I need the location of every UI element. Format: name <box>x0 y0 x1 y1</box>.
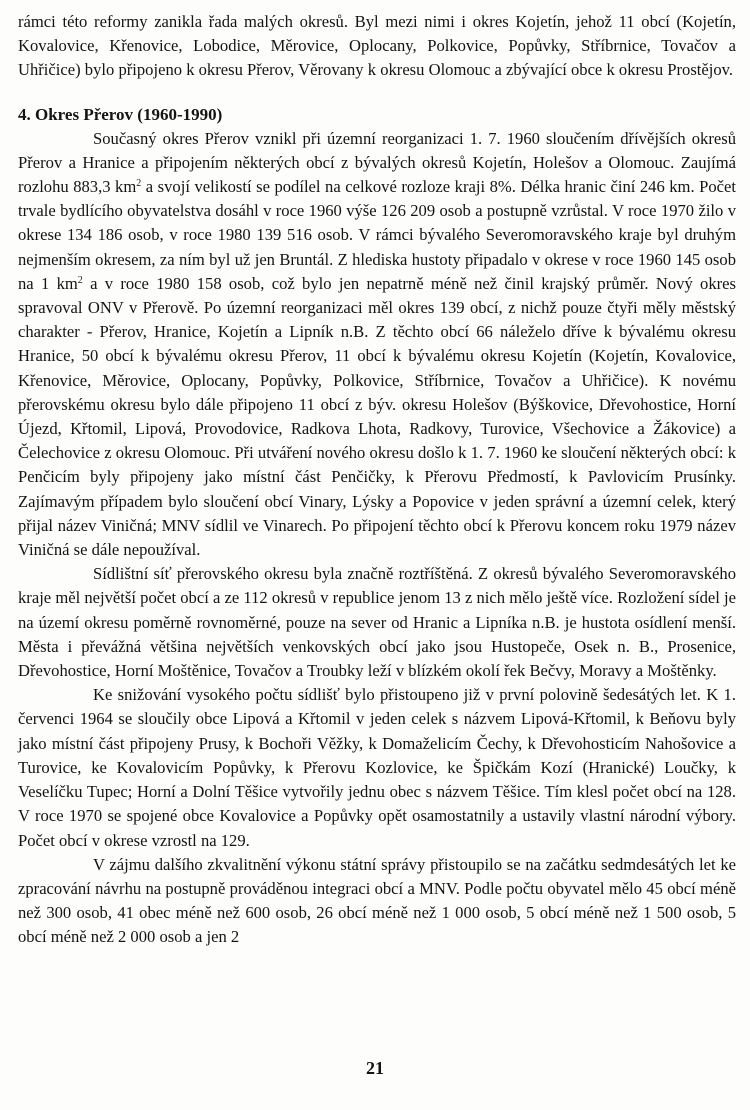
superscript-square-1: 2 <box>136 178 142 190</box>
page-number: 21 <box>366 1058 384 1078</box>
paragraph-3: Ke snižování vysokého počtu sídlišť bylo přistoupeno již v první polovině šedesátých let. K 1. červenci 1964 se sloučily obce Lipová a Křtomil v jeden celek s názvem Lipová-Křtomil, k Beňovu byly jako místní část připojeny Prusy, k Bochoři Věžky, k Domaželicím Čechy, k Dřevohosticím Nahošovice a Turovice, ke Kovalovicím Popůvky, k Přerovu Kozlovice, ke Špičkám Kozí (Hranické) Loučky, k Veselíčku Tupec; Horní a Dolní Těšice vytvořily jednu obec s názvem Těšice. Tím klesl počet obcí na 128. V roce 1970 se spojené obce Kovalovice a Popůvky opět osamostatnily a ustavily vlastní národní výbory. Počet obcí v okrese vzrostl na 129. <box>18 685 736 850</box>
paragraph-1 <box>18 127 736 563</box>
paragraph-1-part-a: Současný okres Přerov vznikl při územní reorganizaci 1. 7. 1960 sloučením dřívějších okresů Přerov a Hranice a připojením některých obcí z bývalých okresů Kojetín, Holešov a Olomouc. Zaujímá rozlohu 883,3 km <box>18 128 736 197</box>
paragraph-2: Sídlištní síť přerovského okresu byla značně roztříštěná. Z okresů bývalého Severomoravského kraje měl největší počet obcí a ze 112 okresů v republice jenom 13 z nich mělo ještě více. Rozložení sídel je na území okresu poměrně rovnoměrné, pouze na sever od Hranic a Lipníka n.B. je hustota osídlení menší. Města i převážná většina největších venkovských obcí jako jsou Hustopeče, Osek n. B., Prosenice, Dřevohostice, Horní Moštěnice, Tovačov a Troubky leží v blízkém okolí řek Bečvy, Moravy a Moštěnky. <box>18 564 736 681</box>
section-heading: 4. Okres Přerov (1960-1990) <box>18 104 223 124</box>
paragraph-1-part-b: a svojí velikostí se podílel na celkové rozloze kraji 8%. Délka hranic činí 246 km. Počet trvale bydlícího obyvatelstva dosáhl v roce 1960 výše 126 209 osob a postupně vzrůstal. V roce 1970 žilo v okrese 134 186 osob, v roce 1980 139 516 osob. V rámci bývalého Severomoravského kraje byl druhým nejmenším okresem, za ním byl už jen Bruntál. Z hlediska hustoty připadalo v okrese v roce 1960 145 osob na 1 km <box>18 177 736 293</box>
superscript-square-2: 2 <box>77 274 83 286</box>
paragraph-1-part-c: a v roce 1980 158 osob, což bylo jen nepatrně méně než činil krajský průměr. Nový okres spravoval ONV v Přerově. Po územní reorganizaci měl okres 139 obcí, z nichž pouze čtyři měly městský charakter - Přerov, Hranice, Kojetín a Lipník n.B. Z těchto obcí 66 náleželo dříve k bývalému okresu Hranice, 50 obcí k bývalému okresu Přerov, 11 obcí k bývalému okresu Kojetín (Kojetín, Kovalovice, Křenovice, Měrovice, Oplocany, Popůvky, Polkovice, Stříbrnice, Tovačov a Uhřičice). K novému přerovskému okresu bylo dále připojeno 11 obcí z býv. okresu Holešov (Býškovice, Dřevohostice, Horní Újezd, Křtomil, Lipová, Provodovice, Radkova Lhota, Radkovy, Turovice, Všechovice a Žákovice) a Čelechovice z okresu Olomouc. Při utváření nového okresu došlo k 1. 7. 1960 ke sloučení některých obcí: k Penčicím byly připojeny jako místní část Penčičky, k Přerovu Předmostí, k Pavlovicím Prusínky. Zajímavým případem bylo sloučení obcí Vinary, Lýsky a Popovice v jeden správní a územní celek, který přijal název Viničná; MNV sídlil ve Vinarech. Po připojení těchto obcí k Přerovu koncem roku 1979 název Viničná se dále nepoužíval. <box>18 273 736 560</box>
intro-paragraph: rámci této reformy zanikla řada malých okresů. Byl mezi nimi i okres Kojetín, jehož 11 obcí (Kojetín, Kovalovice, Křenovice, Lobodice, Měrovice, Oplocany, Polkovice, Popůvky, Stříbrnice, Tovačov a Uhřičice) bylo připojeno k okresu Přerov, Věrovany k okresu Olomouc a zbývající obce k okresu Prostějov. <box>18 12 736 80</box>
paragraph-4: V zájmu dalšího zkvalitnění výkonu státní správy přistoupilo se na začátku sedmdesátých let ke zpracování návrhu na postupně prováděnou integraci obcí a MNV. Podle počtu obyvatel mělo 45 obcí méně než 300 osob, 41 obec méně než 600 osob, 26 obcí méně než 1 000 osob, 5 obcí méně než 1 500 osob, 5 obcí méně než 2 000 osob a jen 2 <box>18 854 736 947</box>
body-text <box>18 10 736 950</box>
